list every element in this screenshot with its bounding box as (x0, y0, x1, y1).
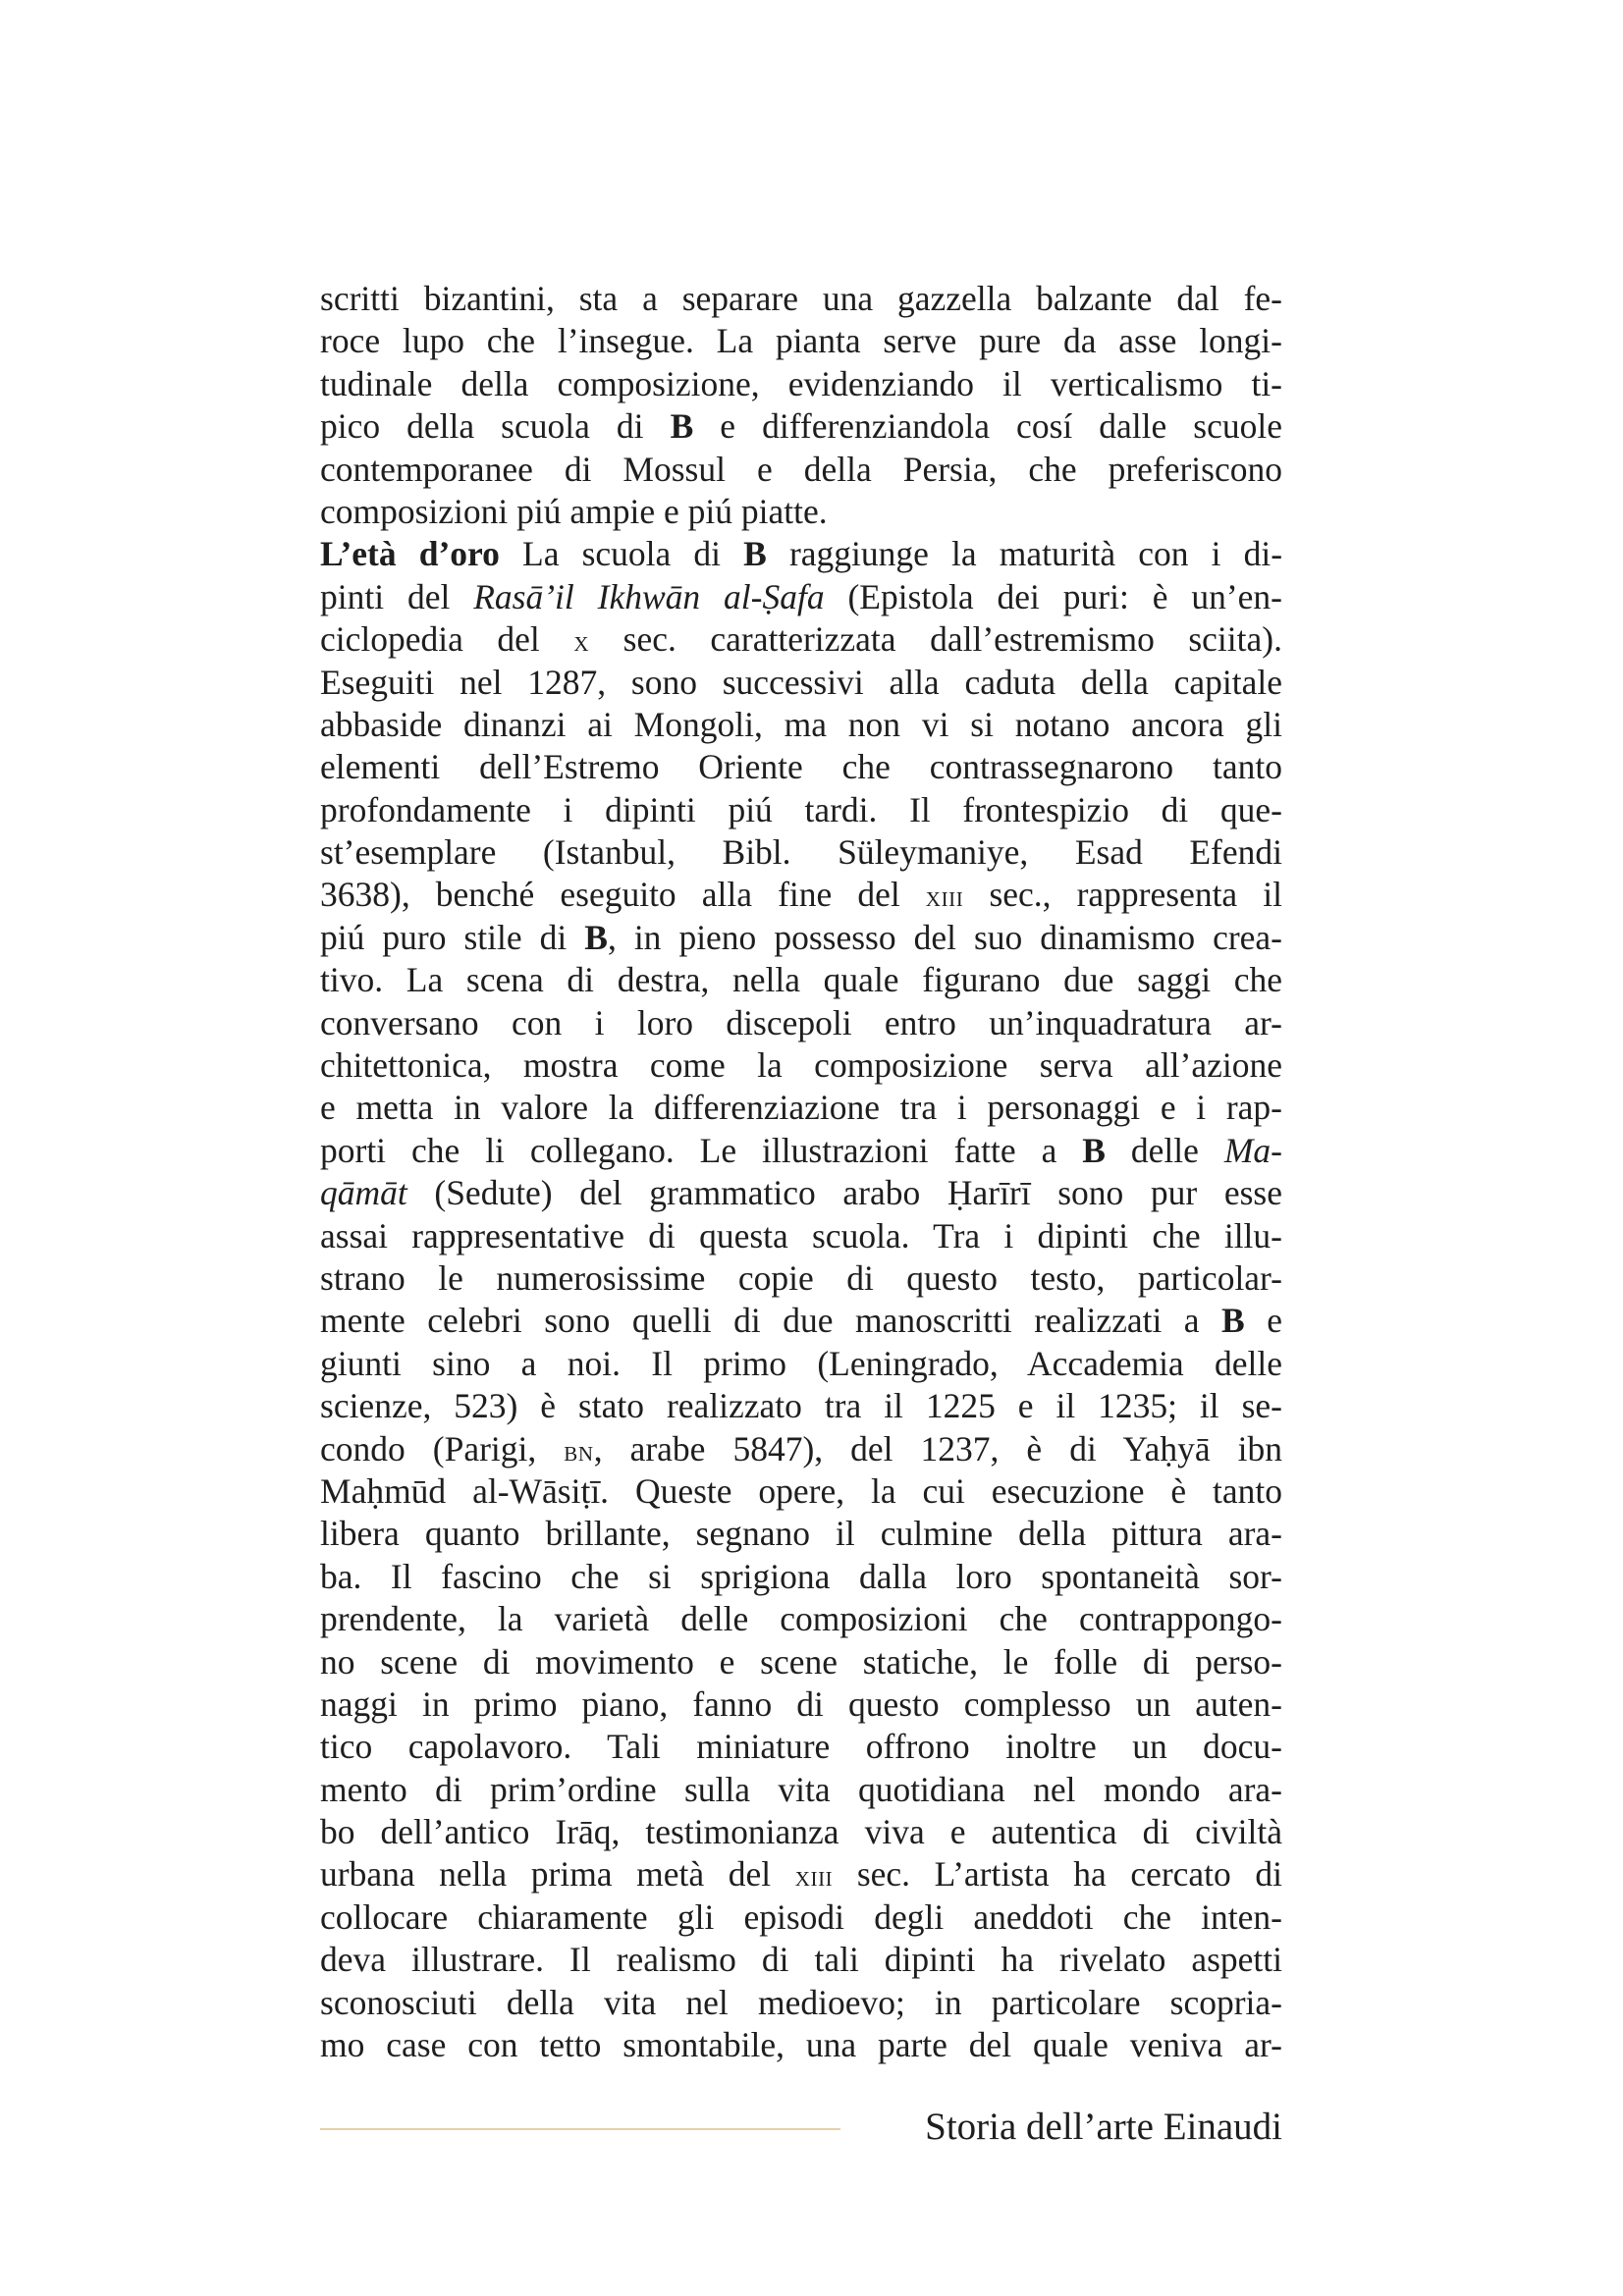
text-line: condo (Parigi, bn, arabe 5847), del 1237, è di Yaḥyā ibn (320, 1428, 1282, 1468)
text-line: pinti del Rasā’il Ikhwān al-Ṣafa (Epistola dei puri: è un’en- (320, 576, 1283, 616)
text-line: sconosciuti della vita nel medioevo; in particolare scopria- (320, 1982, 1282, 2022)
text-line: conversano con i loro discepoli entro un’inquadratura ar- (320, 1002, 1282, 1042)
text-line: L’età d’oro La scuola di B raggiunge la maturità con i di- (320, 534, 1283, 574)
small-caps-text: xiii (925, 880, 964, 914)
text-line: abbaside dinanzi ai Mongoli, ma non vi si notano ancora gli (320, 704, 1282, 744)
text-line: st’esemplare (Istanbul, Bibl. Süleymaniye, Esad Efendi (320, 832, 1282, 873)
bold-text: B (743, 534, 767, 574)
text-line: bo dell’antico Irāq, testimonianza viva e autentica di civiltà (320, 1812, 1282, 1852)
text-line: Maḥmūd al-Wāsiṭī. Queste opere, la cui esecuzione è tanto (320, 1470, 1282, 1511)
bold-text: B (1221, 1301, 1245, 1341)
text-line: roce lupo che l’insegue. La pianta serve pure da asse longi- (320, 321, 1282, 361)
text-line: chitettonica, mostra come la composizione serva all’azione (320, 1045, 1282, 1086)
page-footer (320, 2103, 1282, 2162)
text-line: porti che li collegano. Le illustrazioni fatte a B delle Ma- (320, 1130, 1282, 1170)
italic-text: Rasā’il Ikhwān al-Ṣafa (473, 576, 825, 616)
text-line: contemporanee di Mossul e della Persia, che preferiscono (320, 449, 1282, 489)
text-line: profondamente i dipinti piú tardi. Il frontespizio di que- (320, 789, 1282, 829)
body-text (320, 278, 1282, 2066)
small-caps-text: x (573, 624, 590, 659)
text-line: prendente, la varietà delle composizioni che contrappongo- (320, 1599, 1282, 1639)
text-line: e metta in valore la differenziazione tra i personaggi e i rap- (320, 1088, 1282, 1128)
text-line: pico della scuola di B e differenziandola cosí dalle scuole (320, 406, 1282, 447)
text-line: collocare chiaramente gli episodi degli aneddoti che inten- (320, 1896, 1282, 1937)
small-caps-text: xiii (794, 1859, 834, 1894)
text-line: tico capolavoro. Tali miniature offrono inoltre un docu- (320, 1727, 1282, 1767)
text-line: Eseguiti nel 1287, sono successivi alla caduta della capitale (320, 662, 1282, 702)
text-line: qāmāt (Sedute) del grammatico arabo Ḥarīrī sono pur esse (320, 1173, 1282, 1213)
small-caps-text: bn (564, 1433, 594, 1468)
text-line: no scene di movimento e scene statiche, le folle di perso- (320, 1641, 1282, 1682)
italic-text: Ma- (1223, 1130, 1282, 1170)
text-line: giunti sino a noi. Il primo (Leningrado, Accademia delle (320, 1343, 1282, 1383)
text-line: scritti bizantini, sta a separare una gazzella balzante dal fe- (320, 279, 1282, 318)
text-line: assai rappresentative di questa scuola. Tra i dipinti che illu- (320, 1215, 1282, 1255)
bold-text: B (670, 406, 694, 447)
footer-title: Storia dell’arte Einaudi (925, 2106, 1282, 2148)
text-line: piú puro stile di B, in pieno possesso del suo dinamismo crea- (320, 917, 1282, 957)
bold-text: B (584, 917, 608, 957)
footer-rule (320, 2128, 840, 2130)
text-line: mo case con tetto smontabile, una parte del quale veniva ar- (320, 2025, 1282, 2065)
italic-text: qāmāt (320, 1173, 407, 1213)
text-line: deva illustrare. Il realismo di tali dipinti ha rivelato aspetti (320, 1940, 1282, 1980)
text-line: tivo. La scena di destra, nella quale figurano due saggi che (320, 960, 1282, 1000)
text-line: elementi dell’Estremo Oriente che contrassegnarono tanto (320, 747, 1282, 787)
text-line: naggi in primo piano, fanno di questo complesso un auten- (320, 1683, 1282, 1724)
bold-text: L’età d’oro (320, 534, 500, 574)
text-line: libera quanto brillante, segnano il culmine della pittura ara- (320, 1514, 1282, 1554)
text-line: scienze, 523) è stato realizzato tra il 1225 e il 1235; il se- (320, 1386, 1282, 1426)
text-line: mente celebri sono quelli di due manoscritti realizzati a B e (320, 1301, 1282, 1341)
text-line: strano le numerosissime copie di questo testo, particolar- (320, 1257, 1282, 1298)
text-line: mento di prim’ordine sulla vita quotidiana nel mondo ara- (320, 1769, 1282, 1809)
text-line: tudinale della composizione, evidenziando il verticalismo ti- (320, 363, 1282, 403)
bold-text: B (1082, 1130, 1106, 1170)
text-line: 3638), benché eseguito alla fine del xiii sec., rappresenta il (320, 875, 1282, 915)
text-line: ciclopedia del x sec. caratterizzata dall’estremismo sciita). (320, 619, 1282, 660)
text-line: ba. Il fascino che si sprigiona dalla loro spontaneità sor- (320, 1556, 1282, 1596)
text-line: urbana nella prima metà del xiii sec. L’artista ha cercato di (320, 1854, 1282, 1895)
text-line: composizioni piú ampie e piú piatte. (320, 491, 828, 531)
